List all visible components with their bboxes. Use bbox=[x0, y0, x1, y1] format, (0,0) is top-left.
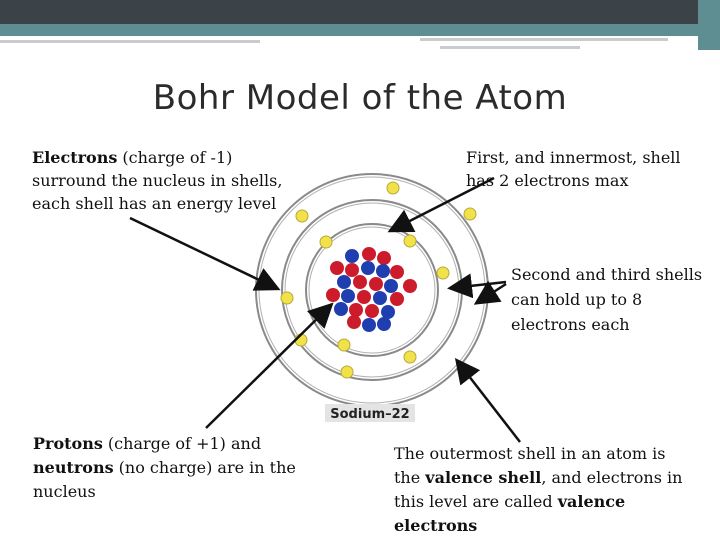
first-shell-callout: First, and innermost, shell has 2 electrons max bbox=[466, 148, 681, 190]
arrow-second-shell bbox=[452, 282, 506, 288]
arrow-third-shell bbox=[478, 284, 506, 302]
proton bbox=[347, 315, 361, 329]
proton bbox=[326, 288, 340, 302]
proton bbox=[357, 290, 371, 304]
electrons-description: (charge of -1) surround the nucleus in shells, each shell has an energy level bbox=[32, 148, 283, 213]
electron bbox=[404, 235, 416, 247]
neutron bbox=[384, 279, 398, 293]
valence-callout bbox=[394, 442, 694, 538]
neutron bbox=[373, 291, 387, 305]
electron bbox=[281, 292, 293, 304]
proton bbox=[330, 261, 344, 275]
proton bbox=[353, 275, 367, 289]
neutron bbox=[376, 264, 390, 278]
proton bbox=[369, 277, 383, 291]
term-valence-electrons: valence electrons bbox=[394, 492, 626, 535]
neutron bbox=[361, 261, 375, 275]
proton bbox=[390, 265, 404, 279]
atom-label: Sodium–22 bbox=[330, 407, 410, 422]
electron bbox=[387, 182, 399, 194]
electron bbox=[404, 351, 416, 363]
neutron bbox=[341, 289, 355, 303]
second-third-callout: Second and third shells can hold up to 8 electrons each bbox=[511, 265, 703, 334]
proton bbox=[403, 279, 417, 293]
term-electrons: Electrons bbox=[32, 148, 118, 167]
proton bbox=[362, 247, 376, 261]
proton bbox=[345, 263, 359, 277]
arrow-valence bbox=[458, 362, 520, 442]
nucleus-callout bbox=[33, 432, 308, 504]
neutron bbox=[362, 318, 376, 332]
neutrons-description: (no charge) are in the nucleus bbox=[33, 458, 296, 501]
neutron bbox=[345, 249, 359, 263]
neutron bbox=[337, 275, 351, 289]
outer-shell-ring bbox=[259, 177, 485, 403]
term-valence-shell: valence shell bbox=[425, 468, 542, 487]
proton bbox=[365, 304, 379, 318]
nucleus bbox=[326, 247, 417, 332]
valence-middle: , and electrons in this level are called bbox=[394, 468, 683, 511]
proton bbox=[377, 251, 391, 265]
valence-intro: The outermost shell in an atom is the bbox=[394, 444, 666, 487]
slide-title: Bohr Model of the Atom bbox=[152, 78, 568, 118]
arrow-nucleus bbox=[206, 306, 330, 428]
term-neutrons: neutrons bbox=[33, 458, 114, 477]
neutron bbox=[334, 302, 348, 316]
electron bbox=[296, 210, 308, 222]
proton bbox=[349, 303, 363, 317]
neutron bbox=[381, 305, 395, 319]
electrons-callout bbox=[32, 146, 287, 215]
electron bbox=[341, 366, 353, 378]
electron bbox=[437, 267, 449, 279]
electron bbox=[464, 208, 476, 220]
protons-description: (charge of +1) and bbox=[102, 434, 262, 453]
electron bbox=[338, 339, 350, 351]
proton bbox=[390, 292, 404, 306]
outer-shell bbox=[256, 174, 488, 406]
electron bbox=[320, 236, 332, 248]
term-protons: Protons bbox=[33, 434, 103, 453]
middle-shell-ring bbox=[285, 203, 459, 377]
neutron bbox=[377, 317, 391, 331]
arrow-electrons bbox=[130, 218, 276, 288]
